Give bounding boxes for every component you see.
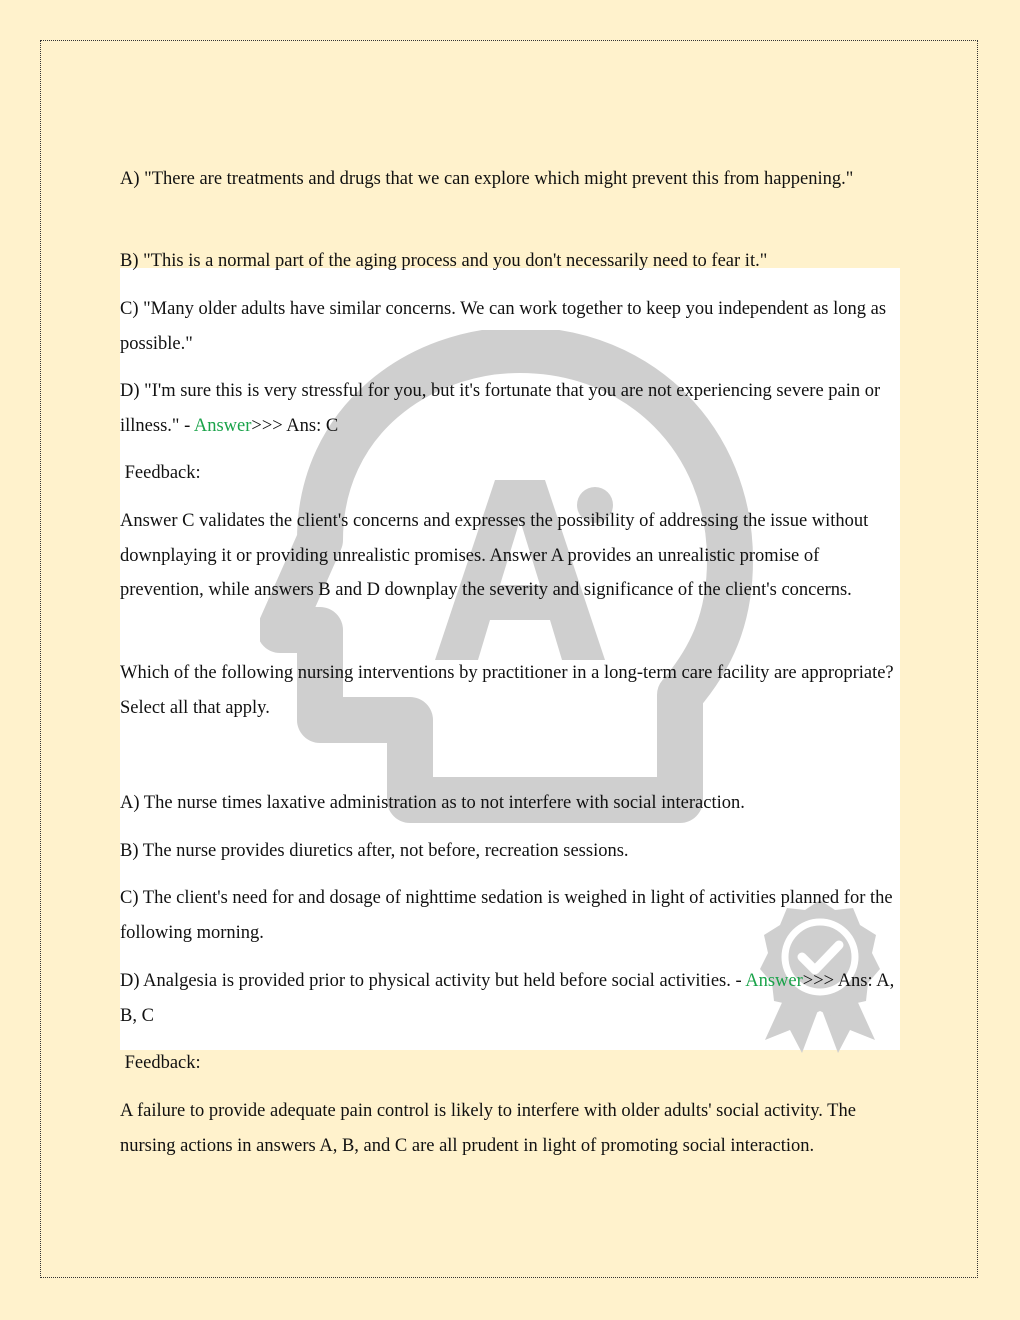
q1-feedback-label: Feedback: xyxy=(120,463,201,483)
q1-answer-text: >>> Ans: C xyxy=(251,415,339,436)
q1-option-c: C) "Many older adults have similar concerns. We can work together to keep you independent as long as possible." xyxy=(120,299,887,354)
q2-answer-link[interactable]: Answer xyxy=(745,971,803,991)
q1-option-a: A) "There are treatments and drugs that we can explore which might prevent this from happening." xyxy=(120,169,854,189)
q1-feedback-text: Answer C validates the client's concerns and expresses the possibility of addressing the issue without downplaying it or providing unrealistic promises. Answer A provides an unrealistic promise of prevention, while answers B and D downplay the severity and significance of the client's concerns. xyxy=(120,511,869,600)
q1-answer-link[interactable]: Answer xyxy=(193,415,252,436)
q2-option-d-text: D) Analgesia is provided prior to physical activity but held before social activities. - xyxy=(120,971,746,991)
q1-option-b: B) "This is a normal part of the aging process and you don't necessarily need to fear it." xyxy=(120,251,768,271)
q2-option-b: B) The nurse provides diuretics after, not before, recreation sessions. xyxy=(120,841,629,861)
q2-option-a: A) The nurse times laxative administration as to not interfere with social interaction. xyxy=(120,793,745,813)
q2-question: Which of the following nursing interventions by practitioner in a long-term care facility are appropriate? Select all that apply. xyxy=(120,663,894,718)
q2-option-d xyxy=(120,964,900,1033)
q1-option-d xyxy=(120,374,900,443)
q1-option-d-text: D) "I'm sure this is very stressful for you, but it's fortunate that you are not experiencing severe pain or illness." - xyxy=(120,381,881,436)
q2-feedback-label: Feedback: xyxy=(120,1053,201,1073)
q2-option-c: C) The client's need for and dosage of nighttime sedation is weighed in light of activities planned for the following morning. xyxy=(120,888,893,943)
q2-feedback-text: A failure to provide adequate pain control is likely to interfere with older adults' social activity. The nursing actions in answers A, B, and C are all prudent in light of promoting social interaction. xyxy=(120,1101,856,1156)
q2-answer-text: >>> Ans: A, B, C xyxy=(120,971,895,1026)
